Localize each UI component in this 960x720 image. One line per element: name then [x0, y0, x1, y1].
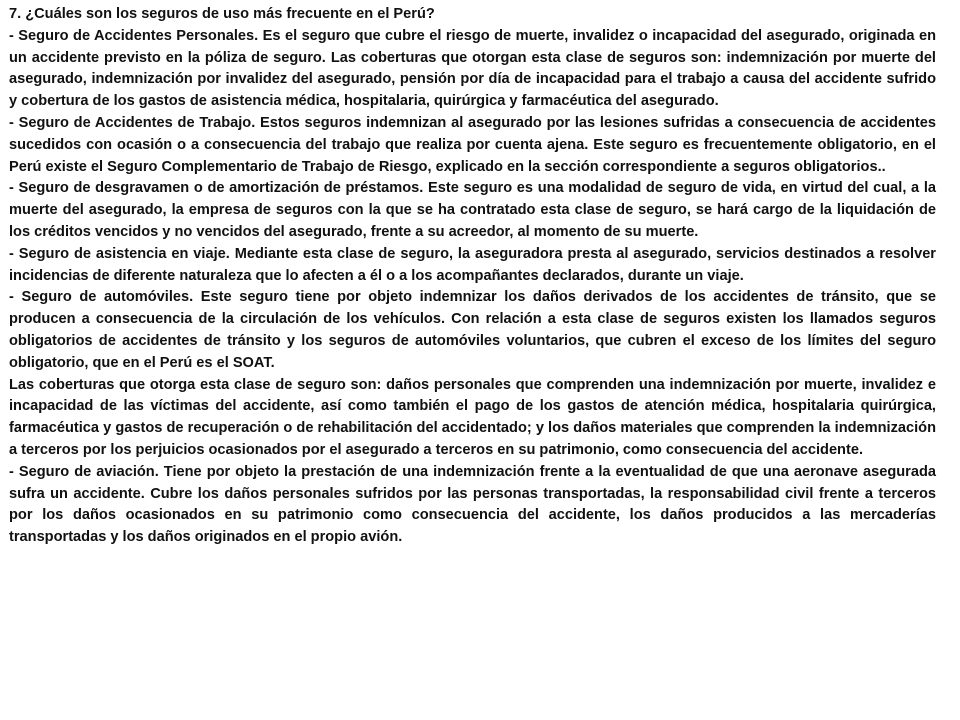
paragraph-asistencia-viaje: - Seguro de asistencia en viaje. Mediante esta clase de seguro, la aseguradora presta al asegurado, servicios destinados a resolver incidencias de diferente naturaleza que lo afecten a él o a los acompañantes declarados, durante un viaje.	[9, 245, 936, 284]
section-heading: 7. ¿Cuáles son los seguros de uso más frecuente en el Perú?	[9, 6, 435, 22]
paragraph-accidentes-trabajo: - Seguro de Accidentes de Trabajo. Estos seguros indemnizan al asegurado por las lesiones sufridas a consecuencia de accidentes sucedidos con ocasión o a consecuencia del trabajo que realiza por cuenta ajena. Este seguro es frecuentemente obligatorio, en el Perú existe el Seguro Complementario de Trabajo de Riesgo, explicado en la sección correspondiente a seguros obligatorios..	[9, 114, 936, 175]
paragraph-accidentes-personales: - Seguro de Accidentes Personales. Es el seguro que cubre el riesgo de muerte, invalidez o incapacidad del asegurado, originada en un accidente previsto en la póliza de seguro. Las coberturas que otorgan esta clase de seguros son: indemnización por muerte del asegurado, indemnización por invalidez del asegurado, pensión por día de incapacidad para el trabajo a causa del accidente sufrido y cobertura de los gastos de asistencia médica, hospitalaria, quirúrgica y farmacéutica del asegurado.	[9, 27, 936, 110]
paragraph-coberturas-automoviles: Las coberturas que otorga esta clase de seguro son: daños personales que comprenden una indemnización por muerte, invalidez e incapacidad de las víctimas del accidente, así como también el pago de los gastos de atención médica, hospitalaria quirúrgica, farmacéutica y gastos de recuperación o de rehabilitación del accidentado; y los daños materiales que comprenden la indemnización a terceros por los perjuicios ocasionados por el asegurado a terceros en su patrimonio, como consecuencia del accidente.	[9, 376, 936, 458]
paragraph-desgravamen: - Seguro de desgravamen o de amortización de préstamos. Este seguro es una modalidad de seguro de vida, en virtud del cual, a la muerte del asegurado, la empresa de seguros con la que se ha contratado esta clase de seguro, se hará cargo de la liquidación de los créditos vencidos y no vencidos del asegurado, frente a su acreedor, al momento de su muerte.	[9, 180, 936, 240]
paragraph-automoviles: - Seguro de automóviles. Este seguro tiene por objeto indemnizar los daños derivados de los accidentes de tránsito, que se producen a consecuencia de la circulación de los vehículos. Con relación a esta clase de seguros existen los llamados seguros obligatorios de accidentes de tránsito y los seguros de automóviles voluntarios, que cubren el exceso de los límites del seguro obligatorio, que en el Perú es el SOAT.	[9, 289, 936, 371]
paragraph-aviacion: - Seguro de aviación. Tiene por objeto la prestación de una indemnización frente a la eventualidad de que una aeronave asegurada sufra un accidente. Cubre los daños personales sufridos por las personas transportadas, la responsabilidad civil frente a terceros por los daños ocasionados en su patrimonio como consecuencia del accidente, los daños producidos a las mercaderías transportadas y los daños originados en el propio avión.	[9, 463, 936, 546]
